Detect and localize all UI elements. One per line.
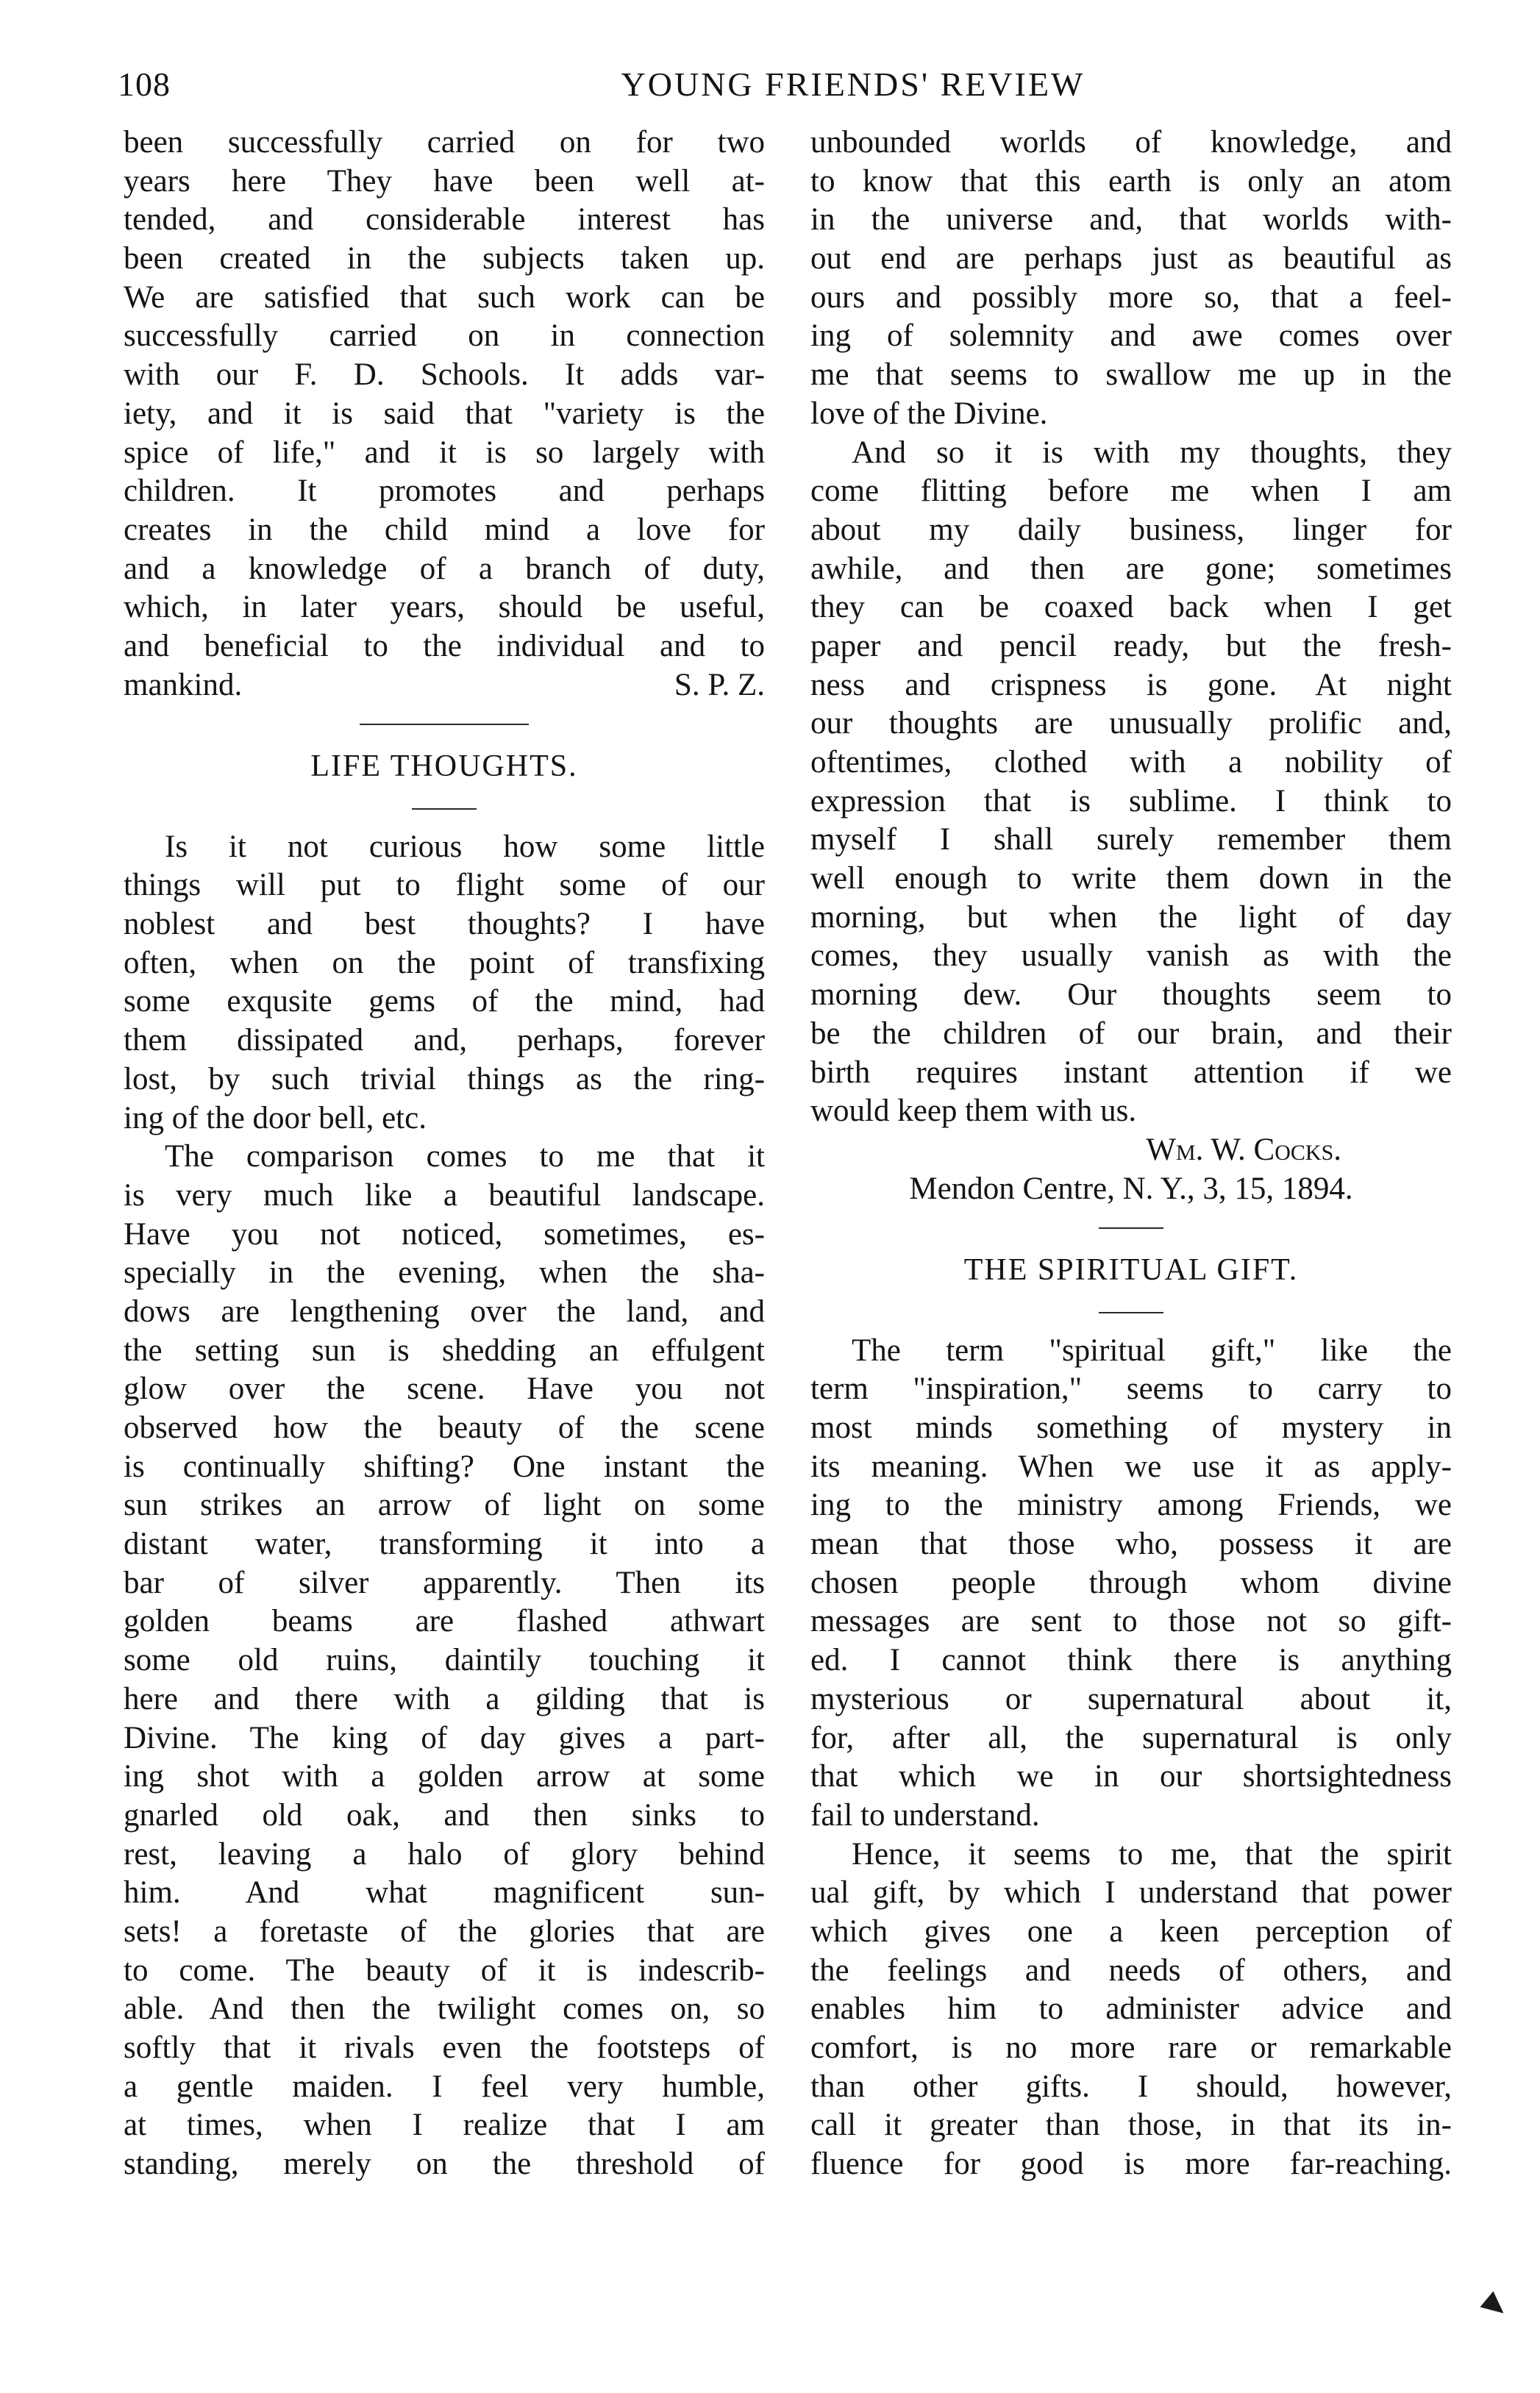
text-line: about my daily business, linger for xyxy=(810,512,1452,547)
text-line: The term "spiritual gift," like the xyxy=(852,1333,1452,1368)
text-line: come flitting before me when I am xyxy=(810,474,1452,509)
text-line: spice of life," and it is so largely with xyxy=(124,435,765,470)
text-line: at times, when I realize that I am xyxy=(124,2108,765,2143)
text-line: be the children of our brain, and their xyxy=(810,1016,1452,1051)
text-line: ing shot with a golden arrow at some xyxy=(124,1759,765,1794)
text-line: is very much like a beautiful landscape. xyxy=(124,1177,765,1213)
text-line: to come. The beauty of it is indescrib- xyxy=(124,1952,765,1988)
text-line: The comparison comes to me that it xyxy=(165,1139,765,1174)
continued-paragraph xyxy=(810,124,1452,434)
text-line: fail to understand. xyxy=(810,1797,1040,1833)
text-line: glow over the scene. Have you not xyxy=(124,1372,765,1407)
text-line: tended, and considerable interest has xyxy=(124,202,765,238)
text-line: Hence, it seems to me, that the spirit xyxy=(852,1836,1452,1872)
author-signature: Wm. W. Cocks. xyxy=(1146,1132,1341,1167)
text-line: most minds something of mystery in xyxy=(810,1411,1452,1445)
text-line: is continually shifting? One instant the xyxy=(124,1449,765,1484)
text-line: me that seems to swallow me up in the xyxy=(810,357,1452,393)
text-line: been successfully carried on for two xyxy=(124,125,765,160)
text-line: specially in the evening, when the sha- xyxy=(124,1255,765,1291)
text-line: standing, merely on the threshold of xyxy=(124,2147,765,2182)
article-heading: THE SPIRITUAL GIFT. xyxy=(963,1252,1299,1287)
text-line: mankind. xyxy=(124,667,243,702)
text-line: sun strikes an arrow of light on some xyxy=(124,1488,765,1523)
text-line: Divine. The king of day gives a part- xyxy=(124,1720,765,1755)
text-line: awhile, and then are gone; sometimes xyxy=(810,551,1452,586)
left-column xyxy=(124,124,765,2184)
section-divider xyxy=(810,1208,1452,1247)
text-line: call it greater than those, in that its in- xyxy=(810,2108,1452,2143)
text-line: that which we in our shortsightedness xyxy=(810,1759,1452,1794)
text-line: birth requires instant attention if we xyxy=(810,1055,1452,1090)
text-line: things will put to flight some of our xyxy=(124,868,765,903)
text-line: them dissipated and, perhaps, forever xyxy=(124,1023,765,1058)
text-line: myself I shall surely remember them xyxy=(810,822,1452,857)
text-line: comes, they usually vanish as with the xyxy=(810,938,1452,974)
text-line: to know that this earth is only an atom xyxy=(810,163,1452,199)
text-line: unbounded worlds of knowledge, and xyxy=(810,125,1452,160)
text-line: paper and pencil ready, but the fresh- xyxy=(810,628,1452,663)
text-line: term "inspiration," seems to carry to xyxy=(810,1372,1452,1407)
text-line: in the universe and, that worlds with- xyxy=(810,202,1452,238)
text-line: creates in the child mind a love for xyxy=(124,512,765,547)
text-line: Is it not curious how some little xyxy=(165,829,765,864)
text-line: mean that those who, possess it are xyxy=(810,1527,1452,1562)
text-line: ual gift, by which I understand that power xyxy=(810,1875,1452,1911)
paragraph xyxy=(810,434,1452,1131)
continued-paragraph xyxy=(124,124,765,705)
text-line: here and there with a gilding that is xyxy=(124,1681,765,1716)
text-line: morning dew. Our thoughts seem to xyxy=(810,977,1452,1013)
text-line: ing of the door bell, etc. xyxy=(124,1100,427,1135)
signoff-row xyxy=(124,666,765,705)
text-line: and a knowledge of a branch of duty, xyxy=(124,551,765,586)
heading-rule xyxy=(810,1293,1452,1332)
text-line: its meaning. When we use it as apply- xyxy=(810,1449,1452,1484)
text-line: some old ruins, daintily touching it xyxy=(124,1643,765,1678)
text-line: ing of solemnity and awe comes over xyxy=(810,318,1452,354)
text-line: ed. I cannot think there is anything xyxy=(810,1643,1452,1678)
text-line: successfully carried on in connection xyxy=(124,318,765,354)
text-line: enables him to administer advice and xyxy=(810,1991,1452,2027)
text-line: children. It promotes and perhaps xyxy=(124,474,765,509)
paragraph xyxy=(124,1138,765,2184)
text-line: chosen people through whom divine xyxy=(810,1565,1452,1600)
heading-rule xyxy=(124,789,765,828)
text-line: fluence for good is more far-reaching. xyxy=(810,2147,1452,2182)
text-line: out end are perhaps just as beautiful as xyxy=(810,241,1452,277)
text-line: iety, and it is said that "variety is the xyxy=(124,396,765,431)
text-line: Have you not noticed, sometimes, es- xyxy=(124,1216,765,1252)
text-line: morning, but when the light of day xyxy=(810,899,1452,935)
text-line: observed how the beauty of the scene xyxy=(124,1411,765,1445)
text-line: for, after all, the supernatural is only xyxy=(810,1720,1452,1755)
text-line: ness and crispness is gone. At night xyxy=(810,667,1452,702)
section-divider xyxy=(124,705,765,743)
text-line: the feelings and needs of others, and xyxy=(810,1952,1452,1988)
arrow-icon xyxy=(1480,2292,1511,2322)
text-line: We are satisfied that such work can be xyxy=(124,279,765,315)
text-line: well enough to write them down in the xyxy=(810,861,1452,896)
paragraph xyxy=(810,1836,1452,2184)
text-line: years here They have been well at- xyxy=(124,163,765,199)
text-line: and beneficial to the individual and to xyxy=(124,628,765,663)
text-line: lost, by such trivial things as the ring- xyxy=(124,1061,765,1096)
text-line: ours and possibly more so, that a feel- xyxy=(810,279,1452,315)
text-line: a gentle maiden. I feel very humble, xyxy=(124,2069,765,2104)
text-line: And so it is with my thoughts, they xyxy=(852,435,1452,470)
text-line: messages are sent to those not so gift- xyxy=(810,1604,1452,1639)
page-number: 108 xyxy=(118,65,171,103)
text-line: our thoughts are unusually prolific and, xyxy=(810,706,1452,741)
text-line: some exqusite gems of the mind, had xyxy=(124,984,765,1019)
text-line: been created in the subjects taken up. xyxy=(124,241,765,277)
text-line: gnarled old oak, and then sinks to xyxy=(124,1797,765,1833)
text-line: able. And then the twilight comes on, so xyxy=(124,1991,765,2027)
text-line: mysterious or supernatural about it, xyxy=(810,1681,1452,1716)
paragraph xyxy=(124,828,765,1138)
text-line: than other gifts. I should, however, xyxy=(810,2069,1452,2104)
text-line: oftentimes, clothed with a nobility of xyxy=(810,745,1452,780)
text-line: which, in later years, should be useful, xyxy=(124,590,765,625)
text-line: distant water, transforming it into a xyxy=(124,1527,765,1562)
text-line: the setting sun is shedding an effulgent xyxy=(124,1333,765,1368)
text-line: rest, leaving a halo of glory behind xyxy=(124,1836,765,1872)
right-column xyxy=(810,124,1452,2184)
author-initials: S. P. Z. xyxy=(674,667,765,702)
running-title: YOUNG FRIENDS' REVIEW xyxy=(621,65,1086,103)
article-heading: LIFE THOUGHTS. xyxy=(310,749,578,783)
text-line: often, when on the point of transfixing xyxy=(124,945,765,980)
text-line: him. And what magnificent sun- xyxy=(124,1875,765,1911)
text-line: comfort, is no more rare or remarkable xyxy=(810,2030,1452,2065)
text-line: sets! a foretaste of the glories that are xyxy=(124,1914,765,1949)
page-header xyxy=(118,65,1441,124)
text-line: with our F. D. Schools. It adds var- xyxy=(124,357,765,393)
text-line: noblest and best thoughts? I have xyxy=(124,907,765,942)
text-line: golden beams are flashed athwart xyxy=(124,1604,765,1639)
place-date: Mendon Centre, N. Y., 3, 15, 1894. xyxy=(909,1171,1353,1206)
text-line: ing to the ministry among Friends, we xyxy=(810,1488,1452,1523)
text-line: love of the Divine. xyxy=(810,396,1048,431)
text-line: which gives one a keen perception of xyxy=(810,1914,1452,1949)
text-line: bar of silver apparently. Then its xyxy=(124,1565,765,1600)
paragraph xyxy=(810,1332,1452,1836)
text-line: would keep them with us. xyxy=(810,1094,1137,1129)
text-line: softly that it rivals even the footsteps of xyxy=(124,2030,765,2065)
text-line: dows are lengthening over the land, and xyxy=(124,1294,765,1329)
text-line: they can be coaxed back when I get xyxy=(810,590,1452,625)
text-line: expression that is sublime. I think to xyxy=(810,783,1452,819)
